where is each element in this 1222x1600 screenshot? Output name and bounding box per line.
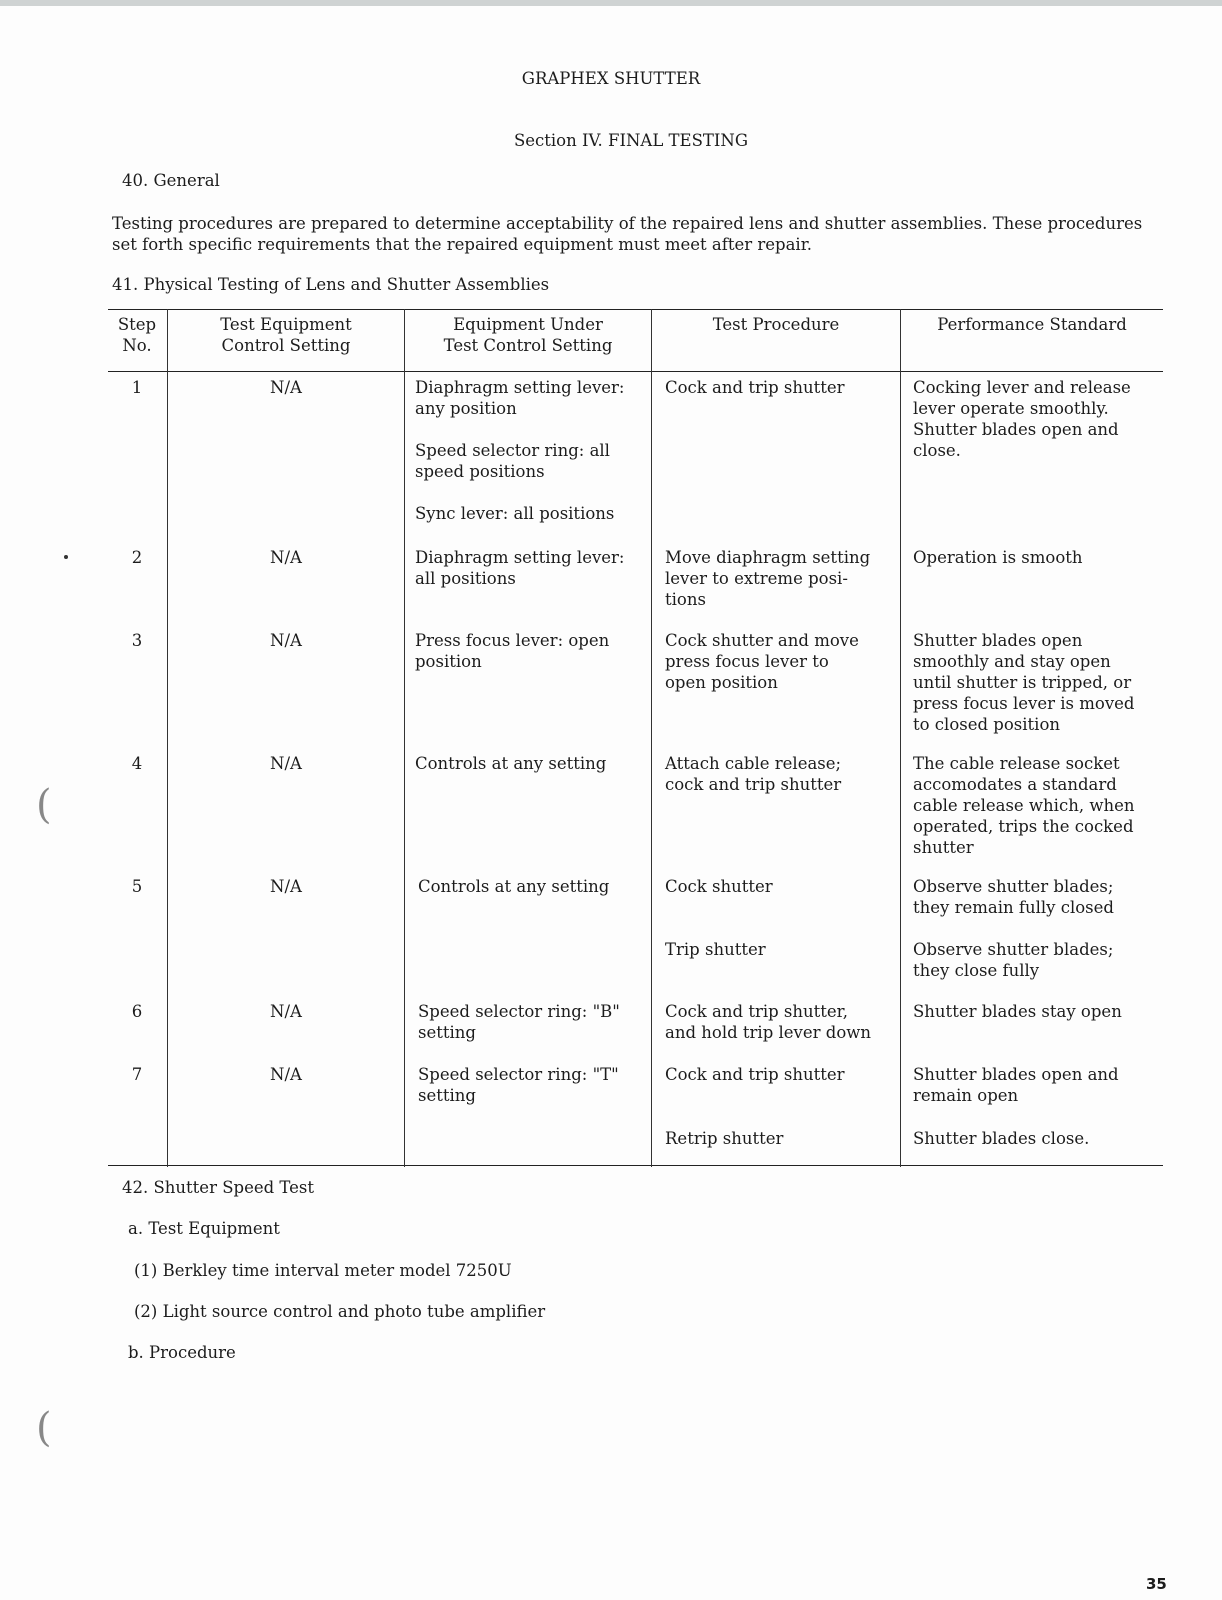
header-equipment-under-test: Equipment Under Test Control Setting [443, 315, 613, 355]
performance-standard: Cocking lever and release lever operate smoothly. Shutter blades open and close. [913, 378, 1131, 460]
binding-hole-mark: ( [36, 1405, 52, 1451]
performance-standard: Shutter blades open and remain open [913, 1065, 1119, 1105]
step-number: 3 [131, 631, 143, 650]
test-procedure: Cock shutter [665, 877, 773, 896]
binding-hole-mark: ( [36, 782, 52, 828]
sec42-heading: 42. Shutter Speed Test [122, 1178, 314, 1197]
header-performance-standard: Performance Standard [937, 315, 1127, 334]
performance-standard: Shutter blades stay open [913, 1002, 1122, 1021]
eut-setting: Press focus lever: open position [415, 631, 610, 671]
equipment-item: (2) Light source control and photo tube amplifier [134, 1302, 546, 1321]
test-procedure: Attach cable release; cock and trip shutter [665, 754, 842, 794]
step-number: 1 [131, 378, 143, 397]
test-procedure: Retrip shutter [665, 1129, 784, 1148]
running-title: GRAPHEX SHUTTER [521, 69, 701, 88]
test-procedure: Trip shutter [665, 940, 766, 959]
step-number: 6 [131, 1002, 143, 1021]
sec41-heading: 41. Physical Testing of Lens and Shutter Assemblies [112, 275, 550, 294]
column-divider [404, 309, 405, 1167]
margin-dot [64, 555, 68, 559]
column-divider [651, 309, 652, 1167]
performance-standard: Observe shutter blades; they close fully [913, 940, 1114, 980]
performance-standard: Operation is smooth [913, 548, 1083, 567]
step-number: 7 [131, 1065, 143, 1084]
test-equipment-setting: N/A [270, 548, 302, 567]
eut-setting: Speed selector ring: "B" setting [418, 1002, 620, 1042]
eut-setting: Speed selector ring: "T" setting [418, 1065, 619, 1105]
test-equipment-setting: N/A [270, 631, 302, 650]
performance-standard: Observe shutter blades; they remain fully closed [913, 877, 1114, 917]
sec40-heading: 40. General [122, 171, 220, 190]
testing-table [108, 309, 1163, 1167]
test-equipment-setting: N/A [270, 754, 302, 773]
performance-standard: Shutter blades open smoothly and stay open until shutter is tripped, or press focus lever is moved to closed position [913, 631, 1135, 734]
test-procedure: Cock and trip shutter [665, 378, 845, 397]
table-bottom-rule [108, 1165, 1163, 1166]
step-number: 5 [131, 877, 143, 896]
sec42-a-heading: a. Test Equipment [128, 1219, 280, 1238]
test-equipment-setting: N/A [270, 378, 302, 397]
eut-setting: Diaphragm setting lever: all positions [415, 548, 625, 588]
step-number: 4 [131, 754, 143, 773]
test-procedure: Cock and trip shutter, and hold trip lever down [665, 1002, 872, 1042]
table-top-rule [108, 309, 1163, 310]
test-procedure: Cock shutter and move press focus lever to open position [665, 631, 859, 692]
performance-standard: Shutter blades close. [913, 1129, 1090, 1148]
table-header-rule [108, 371, 1163, 372]
header-step: Step No. [117, 315, 157, 355]
sec42-b-heading: b. Procedure [128, 1343, 236, 1362]
page-top-edge [0, 0, 1222, 6]
header-test-procedure: Test Procedure [712, 315, 840, 334]
test-equipment-setting: N/A [270, 877, 302, 896]
step-number: 2 [131, 548, 143, 567]
equipment-item: (1) Berkley time interval meter model 7250U [134, 1261, 512, 1280]
sec40-paragraph: Testing procedures are prepared to determine acceptability of the repaired lens and shutter assemblies. These procedures set forth specific requirements that the repaired equipment must meet after repair. [112, 214, 1143, 254]
eut-setting: Diaphragm setting lever: any position Speed selector ring: all speed positions Sync lever: all positions [415, 378, 625, 523]
eut-setting: Controls at any setting [415, 754, 607, 773]
page-number: 35 [1146, 1575, 1167, 1593]
section-heading: Section IV. FINAL TESTING [513, 131, 749, 150]
column-divider [167, 309, 168, 1167]
test-procedure: Move diaphragm setting lever to extreme posi- tions [665, 548, 871, 609]
test-equipment-setting: N/A [270, 1002, 302, 1021]
performance-standard: The cable release socket accomodates a standard cable release which, when operated, trips the cocked shutter [913, 754, 1135, 857]
column-divider [900, 309, 901, 1167]
header-test-equipment: Test Equipment Control Setting [220, 315, 352, 355]
test-equipment-setting: N/A [270, 1065, 302, 1084]
test-procedure: Cock and trip shutter [665, 1065, 845, 1084]
eut-setting: Controls at any setting [418, 877, 610, 896]
